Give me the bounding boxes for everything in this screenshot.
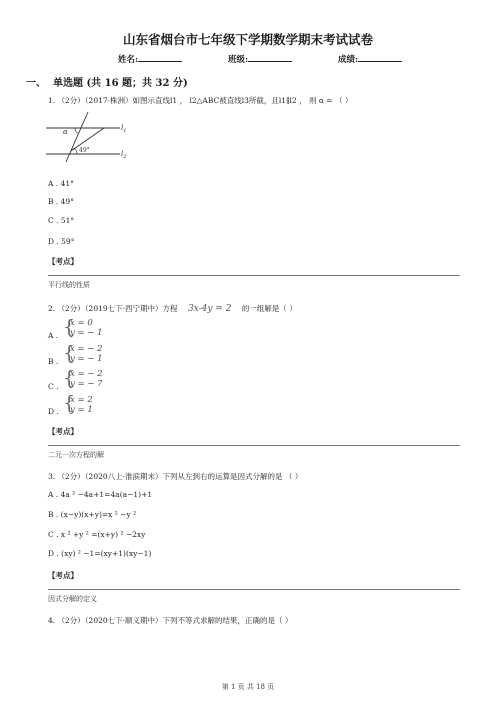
q2-topic: 二元一次方程的解 [48,451,104,459]
brace-icon: { [63,367,76,389]
divider [48,275,460,276]
question-3-text: 3. （2分）（2020八上·淮滨期末）下列从左到右的运算是因式分解的是 （ ） [48,472,303,481]
q3-option-a: A . 4a ² −4a+1=4a(a−1)+1 [48,490,153,499]
q2-option-c-line2: y = − 7 [70,379,103,389]
question-1-text: 1. （2分）（2017·株洲）如图示直线l1 ， l2△ABC被直线l3所截，且l1∥l2 ， 则 α = （ ） [48,96,353,105]
brace-icon: { [63,342,76,364]
score-blank [358,52,402,62]
q2-option-d-label: D . [48,407,59,416]
class-label: 班级: [228,55,249,65]
q3-kaodian: 【考点】 [48,571,78,580]
brace-icon: { [63,392,76,414]
q2-option-d-line2: y = 1 [70,405,93,415]
q2-option-a-label: A . [48,331,59,340]
divider [48,589,460,590]
angle-49-label: 49° [79,147,90,154]
q2-text-before: 2. （2分）（2019七下·西宁期中）方程 [48,304,178,313]
q2-option-b-line2: y = − 1 [70,354,103,364]
q2-option-a-line2: y = − 1 [70,328,103,338]
q1-kaodian: 【考点】 [48,257,78,266]
q2-option-b-label: B . [48,357,59,366]
q1-option-b: B . 49° [48,197,74,206]
name-blank [138,52,182,62]
q2-option-c-line1: x = − 2 [70,369,103,379]
section-label: 单选题 (共 16 题；共 32 分) [52,78,188,89]
alpha-arc [75,128,78,133]
q1-option-c: C . 51° [48,216,75,225]
l2-label: $l_2$ [121,150,127,160]
q3-topic: 因式分解的定义 [48,595,97,603]
q1-option-a: A . 41° [48,179,74,188]
q3-option-d: D . (xy) ² −1=(xy+1)(xy−1) [48,549,152,558]
q2-option-b-line1: x = − 2 [70,344,103,354]
class-blank [248,52,292,62]
name-label: 姓名: [118,55,139,65]
q2-option-d-line1: x = 2 [70,395,93,405]
brace-icon: { [63,316,76,338]
question-2-text [48,303,297,314]
q3-option-c: C . x ² +y ² =(x+y) ² −2xy [48,530,146,539]
q2-option-a-line1: x = 0 [70,318,93,328]
score-field [338,52,402,65]
alpha-label: α [63,128,68,136]
page-footer: 第 1 页 共 18 页 [221,683,275,691]
q2-equation: 3x-4y = 2 [187,304,232,314]
q2-text-after: 的一组解是（ ） [241,304,297,313]
q2-option-c-label: C . [48,382,59,391]
line-l3 [66,112,88,162]
l1-label: $l_1$ [121,124,127,134]
class-field [228,52,292,65]
page-title: 山东省烟台市七年级下学期数学期末考试试卷 [122,32,373,47]
q1-topic: 平行线的性质 [48,281,90,289]
name-field [118,52,182,65]
score-label: 成绩: [338,55,359,65]
q3-option-b: B . (x−y)(x+y)=x ² −y ² [48,510,137,519]
question-4-text: 4. （2分）（2020七下·顺义期中）下列不等式求解的结果，正确的是（ ） [48,616,293,625]
section-heading [26,74,188,89]
question-1-figure [44,110,140,162]
q2-kaodian: 【考点】 [48,427,78,436]
q1-option-d: D . 59° [48,237,75,246]
section-number: 一、 [26,78,46,89]
divider [48,445,460,446]
